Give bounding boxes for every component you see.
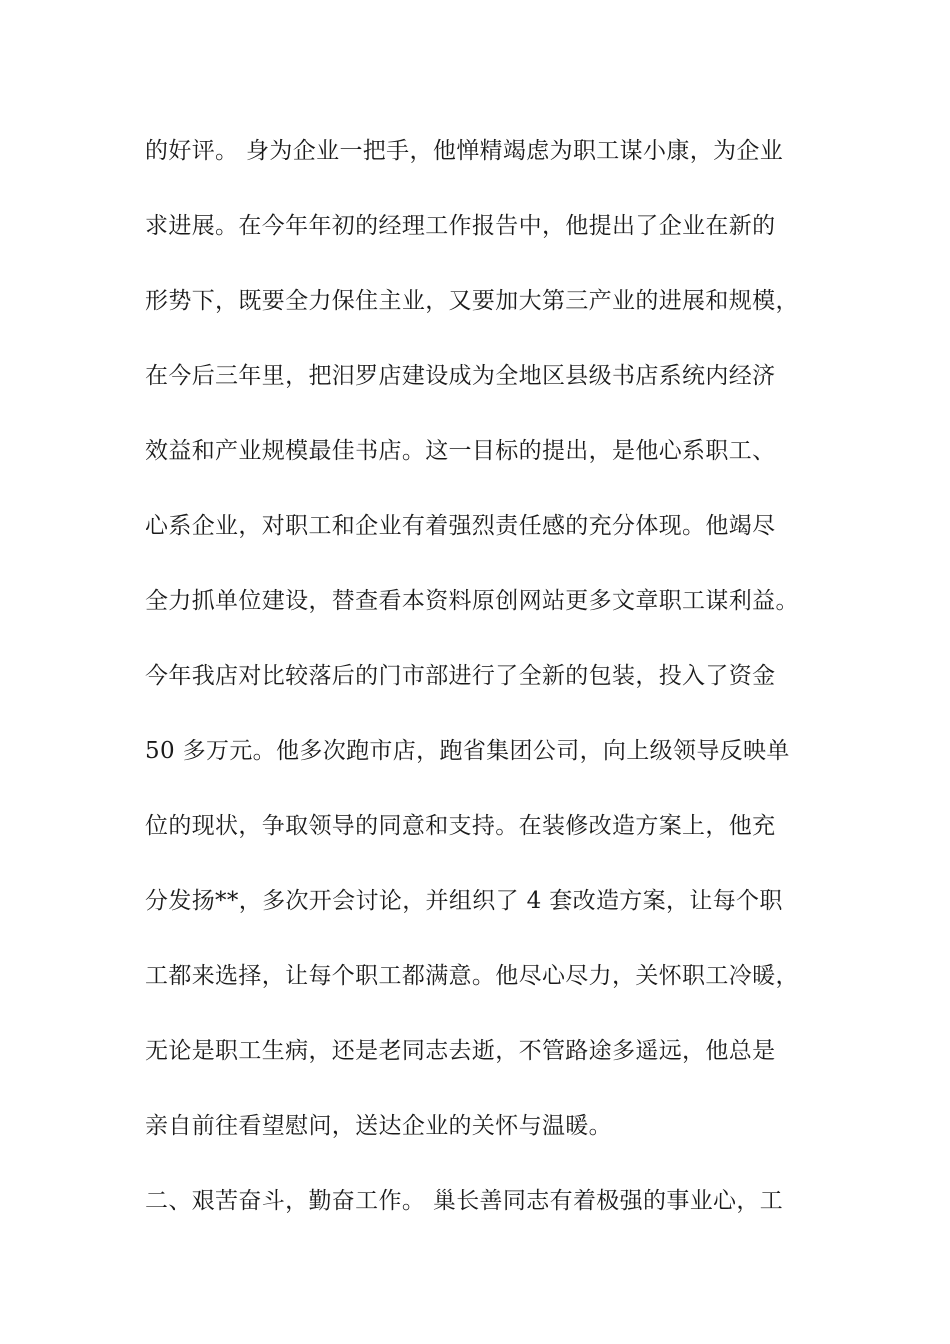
text-line-14: 亲自前往看望慰问，送达企业的关怀与温暖。 bbox=[145, 1113, 612, 1139]
text-line-1: 的好评。 身为企业一把手，他惮精竭虑为职工谋小康，为企业 bbox=[145, 138, 784, 164]
text-line-6: 心系企业，对职工和企业有着强烈责任感的充分体现。他竭尽 bbox=[145, 513, 776, 539]
text-line-3: 形势下，既要全力保住主业，又要加大第三产业的进展和规模， bbox=[145, 288, 799, 314]
text-line-10: 位的现状，争取领导的同意和支持。在装修改造方案上，他充 bbox=[145, 813, 776, 839]
text-line-2: 求进展。在今年年初的经理工作报告中，他提出了企业在新的 bbox=[145, 213, 776, 239]
section-heading-line: 二、艰苦奋斗，勤奋工作。 巢长善同志有着极强的事业心，工 bbox=[145, 1188, 784, 1214]
text-line-9: 50 多万元。他多次跑市店，跑省集团公司，向上级领导反映单 bbox=[145, 738, 790, 764]
text-line-7: 全力抓单位建设，替查看本资料原创网站更多文章职工谋利益。 bbox=[145, 588, 799, 614]
text-line-13: 无论是职工生病，还是老同志去逝，不管路途多遥远，他总是 bbox=[145, 1038, 776, 1064]
text-line-4: 在今后三年里，把汨罗店建设成为全地区县级书店系统内经济 bbox=[145, 363, 776, 389]
text-line-12: 工都来选择，让每个职工都满意。他尽心尽力，关怀职工冷暖， bbox=[145, 963, 799, 989]
text-line-11: 分发扬**，多次开会讨论，并组织了 4 套改造方案，让每个职 bbox=[145, 888, 783, 914]
text-line-8: 今年我店对比较落后的门市部进行了全新的包装，投入了资金 bbox=[145, 663, 776, 689]
text-line-5: 效益和产业规模最佳书店。这一目标的提出，是他心系职工、 bbox=[145, 438, 776, 464]
